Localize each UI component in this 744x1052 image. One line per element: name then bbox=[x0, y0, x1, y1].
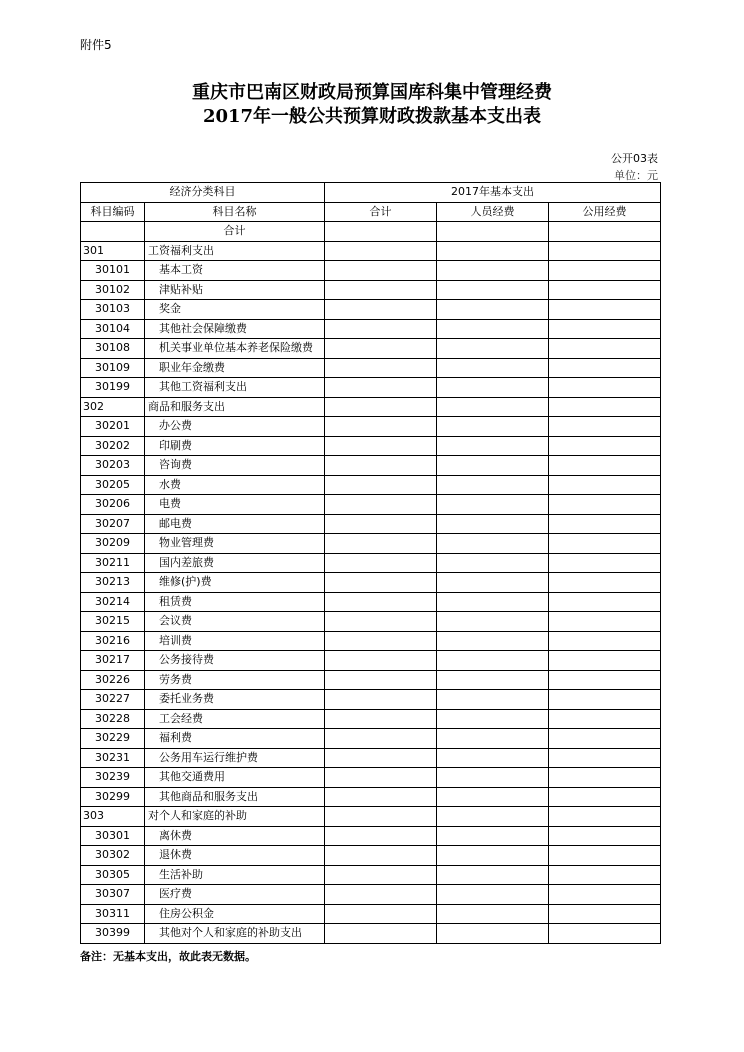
table-row bbox=[81, 865, 661, 885]
row-total-cell bbox=[325, 690, 437, 710]
row-code: 30216 bbox=[81, 631, 145, 651]
row-public-cell bbox=[549, 573, 661, 593]
form-number: 公开03表 bbox=[611, 152, 658, 165]
row-name: 津贴补贴 bbox=[145, 280, 325, 300]
table-row bbox=[81, 339, 661, 359]
row-personnel-cell bbox=[437, 885, 549, 905]
table-row bbox=[81, 397, 661, 417]
row-personnel-cell bbox=[437, 300, 549, 320]
row-public-cell bbox=[549, 768, 661, 788]
row-code: 30299 bbox=[81, 787, 145, 807]
row-public-cell bbox=[549, 241, 661, 261]
table-row bbox=[81, 300, 661, 320]
row-total-cell bbox=[325, 573, 437, 593]
row-code: 303 bbox=[81, 807, 145, 827]
row-total-cell bbox=[325, 904, 437, 924]
row-total-cell bbox=[325, 339, 437, 359]
row-personnel-cell bbox=[437, 514, 549, 534]
table-row bbox=[81, 261, 661, 281]
row-personnel-cell bbox=[437, 358, 549, 378]
row-personnel-cell bbox=[437, 495, 549, 515]
table-row bbox=[81, 280, 661, 300]
row-name: 工资福利支出 bbox=[145, 241, 325, 261]
row-total-cell bbox=[325, 514, 437, 534]
row-public-cell bbox=[549, 358, 661, 378]
table-row bbox=[81, 319, 661, 339]
row-total-cell bbox=[325, 729, 437, 749]
table-row bbox=[81, 690, 661, 710]
row-name: 邮电费 bbox=[145, 514, 325, 534]
row-total-cell bbox=[325, 241, 437, 261]
row-code: 30217 bbox=[81, 651, 145, 671]
row-personnel-cell bbox=[437, 592, 549, 612]
row-code: 30305 bbox=[81, 865, 145, 885]
row-public-cell bbox=[549, 280, 661, 300]
row-personnel-cell bbox=[437, 807, 549, 827]
row-public-cell bbox=[549, 631, 661, 651]
row-public-cell bbox=[549, 319, 661, 339]
table-row bbox=[81, 456, 661, 476]
row-public-cell bbox=[549, 729, 661, 749]
row-total-cell bbox=[325, 456, 437, 476]
table-row bbox=[81, 495, 661, 515]
table-row bbox=[81, 651, 661, 671]
row-total-cell bbox=[325, 865, 437, 885]
total-public-cell bbox=[549, 222, 661, 242]
row-name: 物业管理费 bbox=[145, 534, 325, 554]
total-code-cell bbox=[81, 222, 145, 242]
row-code: 30231 bbox=[81, 748, 145, 768]
row-code: 30399 bbox=[81, 924, 145, 944]
row-personnel-cell bbox=[437, 397, 549, 417]
row-name: 办公费 bbox=[145, 417, 325, 437]
row-public-cell bbox=[549, 495, 661, 515]
header-row-1 bbox=[81, 183, 661, 203]
row-public-cell bbox=[549, 709, 661, 729]
row-code: 30228 bbox=[81, 709, 145, 729]
table-row bbox=[81, 846, 661, 866]
row-code: 30201 bbox=[81, 417, 145, 437]
row-total-cell bbox=[325, 846, 437, 866]
row-total-cell bbox=[325, 378, 437, 398]
row-code: 30213 bbox=[81, 573, 145, 593]
row-code: 30103 bbox=[81, 300, 145, 320]
row-name: 医疗费 bbox=[145, 885, 325, 905]
row-code: 301 bbox=[81, 241, 145, 261]
table-row bbox=[81, 768, 661, 788]
table-row bbox=[81, 514, 661, 534]
row-code: 30301 bbox=[81, 826, 145, 846]
table-row bbox=[81, 475, 661, 495]
row-personnel-cell bbox=[437, 378, 549, 398]
total-amount-cell bbox=[325, 222, 437, 242]
row-personnel-cell bbox=[437, 436, 549, 456]
table-row bbox=[81, 807, 661, 827]
row-public-cell bbox=[549, 807, 661, 827]
row-name: 职业年金缴费 bbox=[145, 358, 325, 378]
table-row bbox=[81, 436, 661, 456]
row-public-cell bbox=[549, 748, 661, 768]
row-code: 30207 bbox=[81, 514, 145, 534]
row-public-cell bbox=[549, 826, 661, 846]
row-public-cell bbox=[549, 670, 661, 690]
row-code: 30202 bbox=[81, 436, 145, 456]
row-total-cell bbox=[325, 319, 437, 339]
table-row bbox=[81, 378, 661, 398]
header-econ-class: 经济分类科目 bbox=[81, 183, 325, 203]
row-personnel-cell bbox=[437, 709, 549, 729]
row-personnel-cell bbox=[437, 865, 549, 885]
header-public: 公用经费 bbox=[549, 202, 661, 222]
table-row bbox=[81, 885, 661, 905]
row-personnel-cell bbox=[437, 241, 549, 261]
row-name: 咨询费 bbox=[145, 456, 325, 476]
row-total-cell bbox=[325, 924, 437, 944]
row-public-cell bbox=[549, 612, 661, 632]
row-personnel-cell bbox=[437, 631, 549, 651]
row-total-cell bbox=[325, 495, 437, 515]
row-name: 租赁费 bbox=[145, 592, 325, 612]
row-code: 30205 bbox=[81, 475, 145, 495]
row-public-cell bbox=[549, 924, 661, 944]
row-name: 其他商品和服务支出 bbox=[145, 787, 325, 807]
row-name: 劳务费 bbox=[145, 670, 325, 690]
table-row bbox=[81, 787, 661, 807]
row-personnel-cell bbox=[437, 280, 549, 300]
row-name: 会议费 bbox=[145, 612, 325, 632]
row-code: 30199 bbox=[81, 378, 145, 398]
row-public-cell bbox=[549, 456, 661, 476]
row-name: 生活补助 bbox=[145, 865, 325, 885]
row-total-cell bbox=[325, 670, 437, 690]
row-name: 机关事业单位基本养老保险缴费 bbox=[145, 339, 325, 359]
table-row bbox=[81, 573, 661, 593]
header-basic-expense: 2017年基本支出 bbox=[325, 183, 661, 203]
row-total-cell bbox=[325, 553, 437, 573]
row-code: 30227 bbox=[81, 690, 145, 710]
row-personnel-cell bbox=[437, 670, 549, 690]
header-personnel: 人员经费 bbox=[437, 202, 549, 222]
row-public-cell bbox=[549, 553, 661, 573]
row-name: 培训费 bbox=[145, 631, 325, 651]
row-total-cell bbox=[325, 300, 437, 320]
table-row bbox=[81, 612, 661, 632]
row-total-cell bbox=[325, 807, 437, 827]
footnote: 备注：无基本支出，故此表无数据。 bbox=[80, 950, 256, 963]
table-row bbox=[81, 729, 661, 749]
row-name: 福利费 bbox=[145, 729, 325, 749]
row-code: 30209 bbox=[81, 534, 145, 554]
row-total-cell bbox=[325, 534, 437, 554]
row-name: 基本工资 bbox=[145, 261, 325, 281]
row-code: 30239 bbox=[81, 768, 145, 788]
row-code: 30101 bbox=[81, 261, 145, 281]
row-name: 离休费 bbox=[145, 826, 325, 846]
table-row bbox=[81, 748, 661, 768]
row-public-cell bbox=[549, 514, 661, 534]
row-code: 30307 bbox=[81, 885, 145, 905]
row-code: 30104 bbox=[81, 319, 145, 339]
table-row bbox=[81, 241, 661, 261]
row-total-cell bbox=[325, 397, 437, 417]
row-public-cell bbox=[549, 397, 661, 417]
row-code: 30226 bbox=[81, 670, 145, 690]
row-code: 302 bbox=[81, 397, 145, 417]
row-personnel-cell bbox=[437, 748, 549, 768]
row-name: 水费 bbox=[145, 475, 325, 495]
row-name: 印刷费 bbox=[145, 436, 325, 456]
row-total-cell bbox=[325, 261, 437, 281]
row-total-cell bbox=[325, 631, 437, 651]
table-row bbox=[81, 631, 661, 651]
table-row bbox=[81, 417, 661, 437]
row-total-cell bbox=[325, 475, 437, 495]
title-line-2: 2017年一般公共预算财政拨款基本支出表 bbox=[202, 106, 542, 127]
row-personnel-cell bbox=[437, 534, 549, 554]
header-row-2 bbox=[81, 202, 661, 222]
row-public-cell bbox=[549, 885, 661, 905]
row-personnel-cell bbox=[437, 553, 549, 573]
row-code: 30206 bbox=[81, 495, 145, 515]
row-public-cell bbox=[549, 592, 661, 612]
row-code: 30311 bbox=[81, 904, 145, 924]
row-name: 其他工资福利支出 bbox=[145, 378, 325, 398]
row-total-cell bbox=[325, 885, 437, 905]
row-code: 30211 bbox=[81, 553, 145, 573]
row-total-cell bbox=[325, 709, 437, 729]
row-public-cell bbox=[549, 475, 661, 495]
row-personnel-cell bbox=[437, 826, 549, 846]
row-total-cell bbox=[325, 280, 437, 300]
row-personnel-cell bbox=[437, 846, 549, 866]
row-personnel-cell bbox=[437, 768, 549, 788]
row-code: 30109 bbox=[81, 358, 145, 378]
row-total-cell bbox=[325, 826, 437, 846]
row-name: 其他交通费用 bbox=[145, 768, 325, 788]
unit-label: 单位：元 bbox=[614, 169, 658, 182]
row-public-cell bbox=[549, 865, 661, 885]
row-public-cell bbox=[549, 436, 661, 456]
row-name: 委托业务费 bbox=[145, 690, 325, 710]
row-name: 国内差旅费 bbox=[145, 553, 325, 573]
row-name: 公务接待费 bbox=[145, 651, 325, 671]
row-personnel-cell bbox=[437, 456, 549, 476]
row-personnel-cell bbox=[437, 904, 549, 924]
row-name: 奖金 bbox=[145, 300, 325, 320]
row-personnel-cell bbox=[437, 787, 549, 807]
row-name: 对个人和家庭的补助 bbox=[145, 807, 325, 827]
row-personnel-cell bbox=[437, 690, 549, 710]
row-personnel-cell bbox=[437, 475, 549, 495]
table-row bbox=[81, 709, 661, 729]
header-total: 合计 bbox=[325, 202, 437, 222]
row-name: 公务用车运行维护费 bbox=[145, 748, 325, 768]
row-total-cell bbox=[325, 436, 437, 456]
row-personnel-cell bbox=[437, 651, 549, 671]
header-name: 科目名称 bbox=[145, 202, 325, 222]
row-code: 30229 bbox=[81, 729, 145, 749]
row-total-cell bbox=[325, 768, 437, 788]
row-personnel-cell bbox=[437, 319, 549, 339]
table-row bbox=[81, 826, 661, 846]
table-row bbox=[81, 904, 661, 924]
table-row bbox=[81, 553, 661, 573]
row-public-cell bbox=[549, 787, 661, 807]
row-name: 维修(护)费 bbox=[145, 573, 325, 593]
row-personnel-cell bbox=[437, 612, 549, 632]
row-total-cell bbox=[325, 612, 437, 632]
row-personnel-cell bbox=[437, 261, 549, 281]
row-public-cell bbox=[549, 261, 661, 281]
row-public-cell bbox=[549, 417, 661, 437]
row-total-cell bbox=[325, 787, 437, 807]
row-code: 30108 bbox=[81, 339, 145, 359]
table-row bbox=[81, 670, 661, 690]
table-row bbox=[81, 534, 661, 554]
row-personnel-cell bbox=[437, 417, 549, 437]
row-code: 30214 bbox=[81, 592, 145, 612]
table-row bbox=[81, 924, 661, 944]
row-public-cell bbox=[549, 690, 661, 710]
row-public-cell bbox=[549, 378, 661, 398]
row-name: 住房公积金 bbox=[145, 904, 325, 924]
row-code: 30102 bbox=[81, 280, 145, 300]
row-public-cell bbox=[549, 846, 661, 866]
row-total-cell bbox=[325, 417, 437, 437]
total-row bbox=[81, 222, 661, 242]
row-public-cell bbox=[549, 339, 661, 359]
attachment-label: 附件5 bbox=[80, 38, 112, 52]
row-total-cell bbox=[325, 592, 437, 612]
row-name: 工会经费 bbox=[145, 709, 325, 729]
row-public-cell bbox=[549, 534, 661, 554]
row-public-cell bbox=[549, 651, 661, 671]
row-public-cell bbox=[549, 904, 661, 924]
row-personnel-cell bbox=[437, 573, 549, 593]
row-code: 30215 bbox=[81, 612, 145, 632]
row-name: 电费 bbox=[145, 495, 325, 515]
row-total-cell bbox=[325, 358, 437, 378]
header-code: 科目编码 bbox=[81, 202, 145, 222]
row-code: 30302 bbox=[81, 846, 145, 866]
table-row bbox=[81, 358, 661, 378]
row-personnel-cell bbox=[437, 339, 549, 359]
expense-table bbox=[80, 182, 661, 944]
table-row bbox=[81, 592, 661, 612]
row-personnel-cell bbox=[437, 924, 549, 944]
row-total-cell bbox=[325, 651, 437, 671]
row-personnel-cell bbox=[437, 729, 549, 749]
title-line-1: 重庆市巴南区财政局预算国库科集中管理经费 bbox=[192, 82, 552, 103]
total-personnel-cell bbox=[437, 222, 549, 242]
row-name: 其他对个人和家庭的补助支出 bbox=[145, 924, 325, 944]
row-public-cell bbox=[549, 300, 661, 320]
row-name: 商品和服务支出 bbox=[145, 397, 325, 417]
row-name: 退休费 bbox=[145, 846, 325, 866]
row-code: 30203 bbox=[81, 456, 145, 476]
total-label: 合计 bbox=[145, 222, 325, 242]
row-total-cell bbox=[325, 748, 437, 768]
row-name: 其他社会保障缴费 bbox=[145, 319, 325, 339]
